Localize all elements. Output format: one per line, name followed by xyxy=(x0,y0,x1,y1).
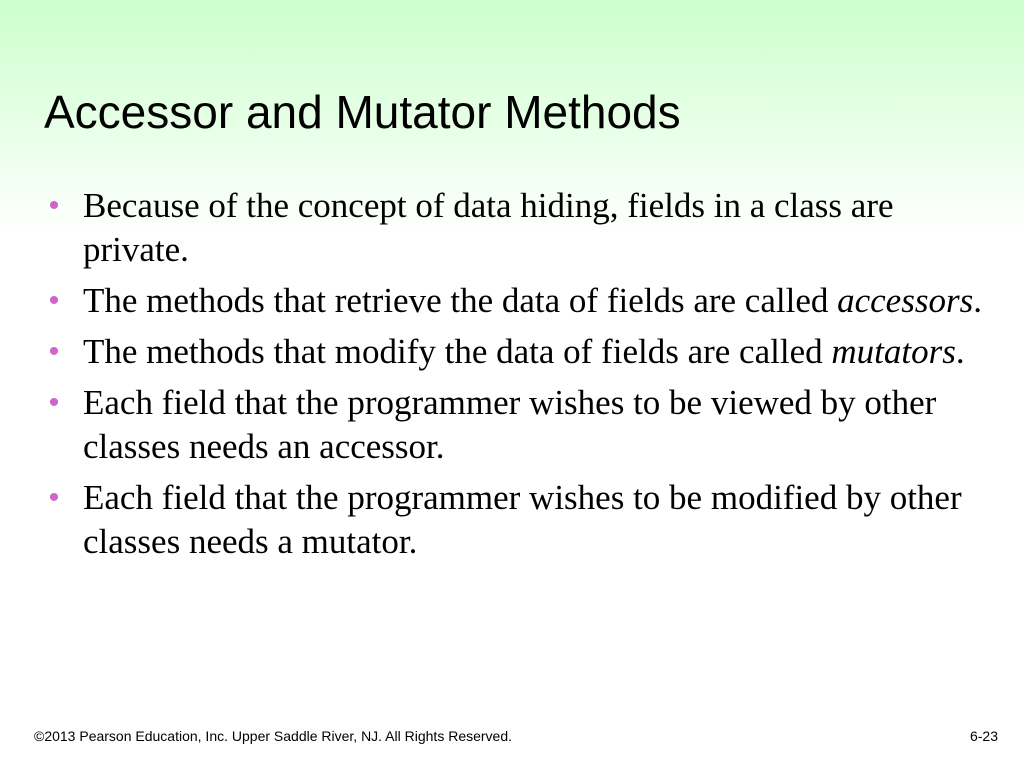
bullet-term-mutators: mutators xyxy=(831,332,956,371)
bullet-text-segment: . xyxy=(973,281,982,320)
bullet-text-segment: The methods that retrieve the data of fields are called xyxy=(83,281,838,320)
footer-copyright: ©2013 Pearson Education, Inc. Upper Saddle River, NJ. All Rights Reserved. xyxy=(34,728,513,744)
bullet-text-segment: Each field that the programmer wishes to be viewed by other classes needs an accessor. xyxy=(83,383,937,466)
page-number: 6-23 xyxy=(969,728,998,744)
bullet-marker: • xyxy=(48,481,60,514)
bullet-marker: • xyxy=(48,189,60,222)
bullet-item xyxy=(44,279,984,323)
slide-title: Accessor and Mutator Methods xyxy=(44,86,681,138)
bullet-text-segment: Each field that the programmer wishes to be modified by other classes needs a mutator. xyxy=(83,478,962,561)
bullet-term-accessors: accessors xyxy=(837,281,974,320)
bullet-marker: • xyxy=(48,284,60,317)
bullet-list xyxy=(44,184,984,571)
bullet-text xyxy=(83,186,894,269)
bullet-text xyxy=(83,383,936,466)
bullet-item xyxy=(44,330,984,374)
bullet-text xyxy=(83,332,965,371)
bullet-item xyxy=(44,476,984,564)
bullet-text-segment: . xyxy=(955,332,965,371)
bullet-marker: • xyxy=(48,335,60,368)
bullet-marker: • xyxy=(48,386,60,419)
bullet-item xyxy=(44,381,984,469)
bullet-text xyxy=(83,478,962,561)
bullet-text xyxy=(83,281,982,320)
bullet-item xyxy=(44,184,984,272)
bullet-text-segment: The methods that modify the data of fields are called xyxy=(83,332,832,371)
bullet-text-segment: Because of the concept of data hiding, fields in a class are private. xyxy=(83,186,894,269)
